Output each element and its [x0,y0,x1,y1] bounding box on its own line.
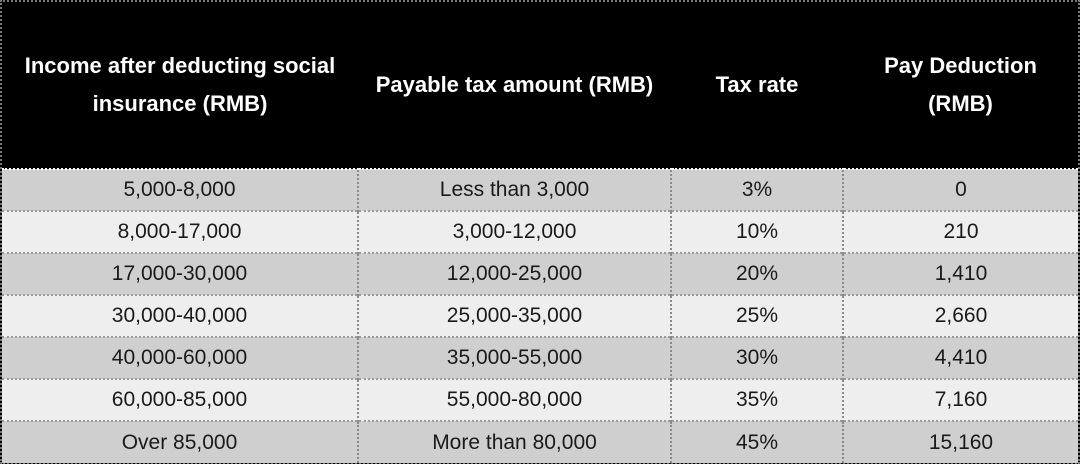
header-income: Income after deducting social insurance (RMB) [2,2,358,169]
cell-payable-tax: 35,000-55,000 [358,337,671,379]
cell-tax-rate: 25% [671,295,843,337]
cell-tax-rate: 35% [671,379,843,421]
cell-income: Over 85,000 [2,421,358,463]
table-row [2,337,1078,379]
table-row [2,295,1078,337]
cell-pay-deduction: 210 [843,211,1078,253]
header-row [2,2,1078,169]
table-body [2,169,1078,463]
cell-income: 60,000-85,000 [2,379,358,421]
table-row [2,253,1078,295]
cell-payable-tax: Less than 3,000 [358,169,671,211]
cell-pay-deduction: 2,660 [843,295,1078,337]
table-row [2,169,1078,211]
cell-tax-rate: 20% [671,253,843,295]
cell-income: 5,000-8,000 [2,169,358,211]
cell-income: 17,000-30,000 [2,253,358,295]
cell-pay-deduction: 7,160 [843,379,1078,421]
cell-payable-tax: 25,000-35,000 [358,295,671,337]
cell-pay-deduction: 4,410 [843,337,1078,379]
cell-tax-rate: 3% [671,169,843,211]
cell-pay-deduction: 0 [843,169,1078,211]
cell-pay-deduction: 1,410 [843,253,1078,295]
cell-pay-deduction: 15,160 [843,421,1078,463]
cell-payable-tax: 55,000-80,000 [358,379,671,421]
cell-tax-rate: 30% [671,337,843,379]
tax-rate-table [2,2,1078,463]
header-tax-rate: Tax rate [671,2,843,169]
table-row [2,421,1078,463]
header-payable-tax: Payable tax amount (RMB) [358,2,671,169]
cell-tax-rate: 10% [671,211,843,253]
cell-income: 30,000-40,000 [2,295,358,337]
cell-income: 8,000-17,000 [2,211,358,253]
cell-payable-tax: 3,000-12,000 [358,211,671,253]
cell-income: 40,000-60,000 [2,337,358,379]
table-header [2,2,1078,169]
header-pay-deduction: Pay Deduction (RMB) [843,2,1078,169]
table-row [2,211,1078,253]
cell-payable-tax: More than 80,000 [358,421,671,463]
cell-payable-tax: 12,000-25,000 [358,253,671,295]
table-row [2,379,1078,421]
cell-tax-rate: 45% [671,421,843,463]
